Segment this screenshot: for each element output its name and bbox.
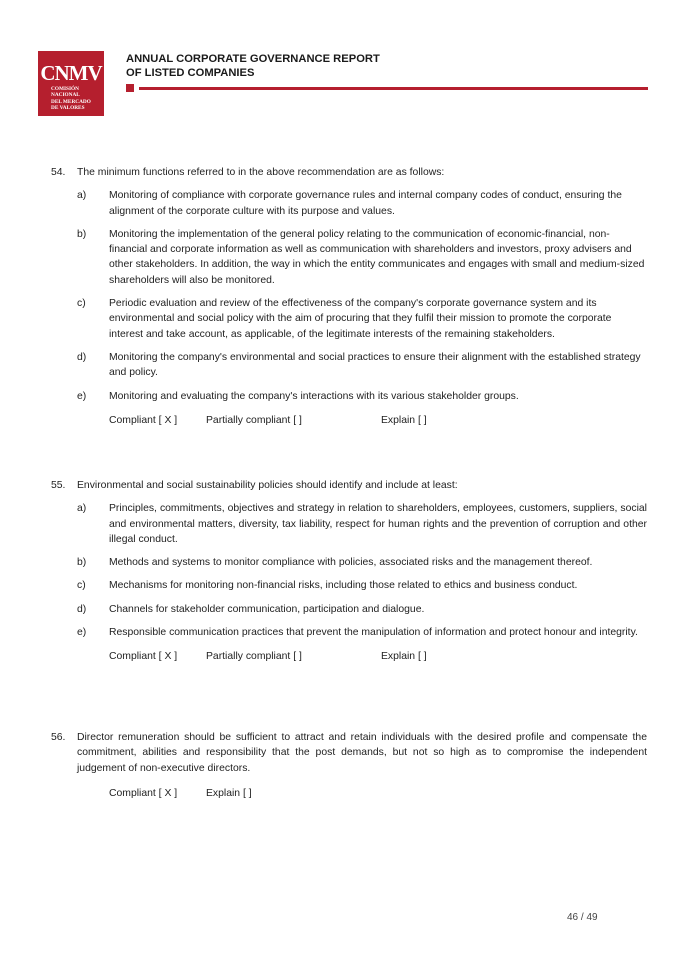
list-item: c) Periodic evaluation and review of the effectiveness of the company's corporate governance system and its environmental and social policy with the aim of procuring that they fulfil their mission to promote the corporate interest and take account, as applicable, of the legitimate interests of the remaining stakeholders. — [77, 298, 612, 340]
compliance-options — [109, 786, 647, 801]
recommendation-54 — [51, 165, 647, 428]
list-item: b) Methods and systems to monitor compliance with policies, associated risks and the management thereof. — [77, 557, 593, 569]
list-item: a) Monitoring of compliance with corporate governance rules and internal company codes of conduct, ensuring the alignment of the corporate culture with its purpose and values. — [77, 190, 622, 217]
list-item: c) Mechanisms for monitoring non-financial risks, including those related to ethics and business conduct. — [77, 580, 578, 592]
header-divider — [139, 87, 648, 90]
recommendation-number: 54. — [51, 167, 66, 178]
explain-option: Explain [ ] — [206, 787, 252, 799]
compliant-option: Compliant [ X ] — [109, 651, 178, 663]
explain-option: Explain [ ] — [381, 414, 427, 426]
compliance-options — [109, 413, 647, 428]
list-item: d) Channels for stakeholder communication, participation and dialogue. — [77, 603, 425, 615]
logo-mark: CNMV — [40, 61, 102, 85]
compliant-option: Compliant [ X ] — [109, 414, 178, 426]
explain-option: Explain [ ] — [381, 651, 427, 663]
report-title: ANNUAL CORPORATE GOVERNANCE REPORT OF LISTED COMPANIES — [126, 53, 380, 79]
compliant-option: Compliant [ X ] — [109, 787, 178, 799]
partially-compliant-option: Partially compliant [ ] — [206, 414, 302, 426]
recommendation-56 — [51, 730, 647, 801]
recommendation-55 — [51, 478, 647, 665]
list-item: a) Principles, commitments, objectives and strategy in relation to shareholders, employees, customers, suppliers, social and environmental matters, diversity, tax liability, respect for human rights and the prevention of corruption and other illegal conduct. — [77, 503, 647, 545]
recommendation-number: 55. — [51, 480, 66, 491]
recommendation-number: 56. — [51, 732, 66, 743]
list-item: e) Monitoring and evaluating the company's interactions with its various stakeholder groups. — [77, 390, 519, 402]
logo-subtitle: COMISIÓN NACIONAL DEL MERCADO DE VALORES — [51, 86, 91, 111]
list-item: e) Responsible communication practices that prevent the manipulation of information and protect honour and integrity. — [77, 627, 638, 639]
recommendation-text: Environmental and social sustainability policies should identify and include at least: — [77, 480, 458, 491]
page-number: 46 / 49 — [567, 912, 598, 923]
list-item: d) Monitoring the company's environmental and social practices to ensure their alignment with the established strategy and policy. — [77, 351, 641, 379]
partially-compliant-option: Partially compliant [ ] — [206, 651, 302, 663]
list-item: b) Monitoring the implementation of the general policy relating to the communication of economic-financial, non-financial and corporate information as well as communication with shareholders and investors, proxy advisers and other stakeholders. In addition, the way in which the entity communicates and engages with small and medium-sized shareholders will also be monitored. — [77, 228, 645, 286]
recommendation-text: Director remuneration should be sufficient to attract and retain individuals with the desired profile and compensate the commitment, abilities and responsibility that the post demands, but not so high as to compromise the independent judgement of non-executive directors. — [77, 732, 647, 774]
recommendation-text: The minimum functions referred to in the above recommendation are as follows: — [77, 167, 445, 178]
header-accent-square — [126, 84, 134, 92]
cnmv-logo — [38, 51, 104, 116]
compliance-options — [109, 649, 647, 664]
